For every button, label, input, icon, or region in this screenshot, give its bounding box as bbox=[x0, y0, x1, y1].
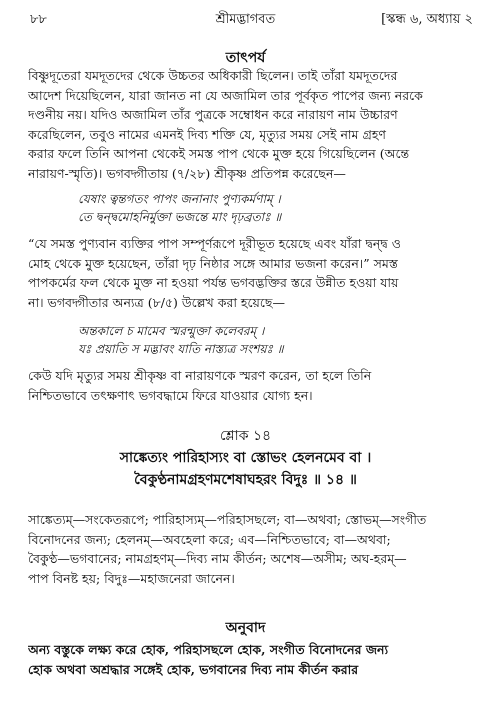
page-header bbox=[0, 6, 491, 28]
text-line: পাপকর্মের ফল থেকে মুক্ত না হওয়া পর্যন্ত ভগবদ্ভক্তির স্তরে উন্নীত হওয়া যায় bbox=[28, 275, 399, 290]
translation-line: অন্য বস্তুকে লক্ষ্য করে হোক, পরিহাসছলে হোক, সংগীত বিনোদনের জন্য bbox=[28, 642, 389, 657]
text-line: নারায়ণ-স্মৃতি)। ভগবদ্গীতায় (৭/২৮) শ্রীকৃষ্ণ প্রতিপন্ন করেছেন— bbox=[28, 165, 346, 181]
gita-verse-1 bbox=[78, 190, 281, 226]
translation-heading: অনুবাদ bbox=[225, 620, 266, 636]
text-line: আদেশ দিয়েছিলেন, যারা জানত না যে অজামিল তার পূর্বকৃত পাপের জন্য নরকে bbox=[28, 87, 423, 103]
page-number: ৮৮ bbox=[30, 12, 47, 27]
verse-line: যেষাং ত্বন্তগতং পাপং জনানাং পুণ্যকর্মণাম্ । bbox=[78, 192, 281, 206]
chapter-reference: [স্কন্ধ ৬, অধ্যায় ২ bbox=[381, 12, 473, 27]
synonyms-line: পাপ বিনষ্ট হয়; বিদুঃ—মহাজনেরা জানেন। bbox=[28, 570, 235, 586]
text-line: বিষ্ণুদূতেরা যমদূতদের থেকে উচ্চতর অধিকারী ছিলেন। তাই তাঁরা যমদূতদের bbox=[28, 68, 398, 83]
translation-line: হোক অথবা অশ্রদ্ধার সঙ্গেই হোক, ভগবানের দিব্য নাম কীর্তন করার bbox=[28, 661, 359, 677]
verse-line: অন্তকালে চ মামেব স্মরন্মুক্তা কলেবরম্ । bbox=[78, 324, 265, 338]
book-title: শ্রীমদ্ভাগবত bbox=[215, 12, 276, 27]
text-line: কেউ যদি মৃত্যুর সময় শ্রীকৃষ্ণ বা নারায়ণকে স্মরণ করেন, তা হলে তিনি bbox=[28, 368, 372, 383]
text-line: না। ভগবদ্গীতার অন্যত্র (৮/৫) উল্লেখ করা হয়েছে— bbox=[28, 294, 285, 310]
verse-line: তে দ্বন্দ্বমোহনির্মুক্তা ভজন্তে মাং দৃঢ়ব্রতাঃ ॥ bbox=[78, 210, 282, 224]
gita-verse-2 bbox=[78, 322, 284, 358]
sloka-line: সাঙ্কেত্যং পারিহাস্যং বা স্তোভং হেলনমেব বা । bbox=[119, 450, 372, 466]
text-line: করেছিলেন, তবুও নামের এমনই দিব্য শক্তি যে, মৃত্যুর সময় সেই নাম গ্রহণ bbox=[28, 126, 386, 142]
text-line: নিশ্চিতভাবে তৎক্ষণাৎ ভগবদ্ধামে ফিরে যাওয়ার যোগ্য হন। bbox=[28, 387, 313, 403]
purport-paragraph-2 bbox=[28, 234, 476, 312]
sloka-label: শ্লোক ১৪ bbox=[219, 428, 272, 444]
purport-paragraph-1 bbox=[28, 66, 476, 183]
text-line: মোহ থেকে মুক্ত হয়েছেন, তাঁরা দৃঢ় নিষ্ঠার সঙ্গে আমার ভজনা করেন।” সমস্ত bbox=[28, 255, 398, 271]
synonyms-line: বিনোদনের জন্য; হেলনম্—অবহেলা করে; এব—নিশ্চিতভাবে; বা—অথবা; bbox=[28, 531, 391, 547]
text-line: “যে সমস্ত পুণ্যবান ব্যক্তির পাপ সম্পূর্ণরূপে দূরীভূত হয়েছে এবং যাঁরা দ্বন্দ্ব ও bbox=[28, 236, 401, 251]
synonyms-block bbox=[28, 510, 476, 588]
synonyms-line: বৈকুণ্ঠ—ভগবানের; নামগ্রহণম্—দিব্য নাম কীর্তন; অশেষ—অসীম; অঘ-হরম্— bbox=[28, 551, 407, 566]
purport-heading: তাৎপর্য bbox=[225, 50, 266, 66]
verse-line: যঃ প্রয়াতি স মদ্ভাবং যাতি নাস্ত্যত্র সংশয়ঃ ॥ bbox=[78, 342, 284, 356]
purport-paragraph-3 bbox=[28, 366, 476, 405]
sloka-line: বৈকুণ্ঠনামগ্রহণমশেষাঘহরং বিদুঃ ॥ ১৪ ॥ bbox=[134, 472, 357, 488]
synonyms-line: সাঙ্কেত্যম্—সংকেতরূপে; পারিহাস্যম্—পরিহাসছলে; বা—অথবা; স্তোভম্—সংগীত bbox=[28, 512, 427, 527]
text-line: করার ফলে তিনি আপনা থেকেই সমস্ত পাপ থেকে মুক্ত হয়ে গিয়েছিলেন (অন্তে bbox=[28, 146, 410, 161]
text-line: দণ্ডনীয় নয়। যদিও অজামিল তাঁর পুত্রকে সম্বোধন করে নারায়ণ নাম উচ্চারণ bbox=[28, 107, 398, 122]
translation-block bbox=[28, 640, 476, 679]
